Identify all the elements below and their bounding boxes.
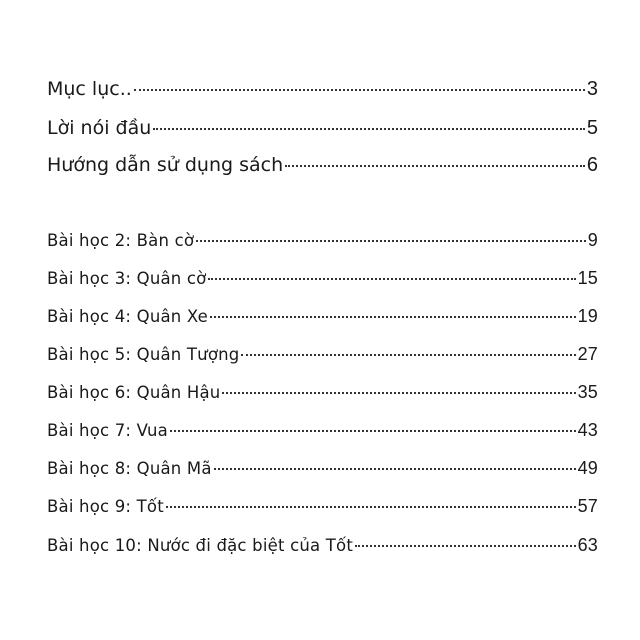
toc-entry-page: 3 <box>586 78 598 100</box>
toc-entry-title: Bài học 6: Quân Hậu <box>47 382 221 402</box>
dot-leader <box>166 495 576 512</box>
toc-entry-page: 27 <box>577 343 598 364</box>
toc-entry-page: 35 <box>577 381 598 402</box>
dot-leader <box>285 152 585 171</box>
dot-leader <box>134 76 585 95</box>
toc-entry-title: Bài học 8: Quân Mã <box>47 458 212 478</box>
toc-entry-title: Bài học 3: Quân cờ <box>47 268 207 288</box>
toc-entry <box>47 305 598 327</box>
dot-leader <box>208 267 575 284</box>
toc-entry-title: Bài học 4: Quân Xe <box>47 306 209 326</box>
toc-entry-title: Bài học 10: Nước đi đặc biệt của Tốt <box>47 535 353 555</box>
toc-entry <box>47 495 598 517</box>
dot-leader <box>241 343 575 360</box>
toc-entry <box>47 229 598 251</box>
toc-entry-page: 57 <box>577 495 598 516</box>
toc-entry <box>47 76 598 101</box>
toc-entry <box>47 267 598 289</box>
toc-entry-page: 49 <box>577 457 598 478</box>
dot-leader <box>153 115 585 134</box>
toc-entry-page: 19 <box>577 305 598 326</box>
toc-entry <box>47 381 598 403</box>
toc-entry-page: 6 <box>586 154 598 176</box>
toc-entry-title: Bài học 7: Vua <box>47 420 168 440</box>
toc-entry <box>47 419 598 441</box>
toc-entry-page: 15 <box>577 267 598 288</box>
toc-entry <box>47 534 598 556</box>
toc-entry-page: 9 <box>587 229 598 250</box>
toc-entry-page: 5 <box>586 117 598 139</box>
dot-leader <box>355 534 576 551</box>
toc-entry <box>47 115 598 140</box>
toc-entry-page: 43 <box>577 419 598 440</box>
toc-entry <box>47 152 598 177</box>
dot-leader <box>210 305 576 322</box>
toc-entry-title: Hướng dẫn sử dụng sách <box>47 154 284 176</box>
toc-entry <box>47 343 598 365</box>
toc-entry <box>47 457 598 479</box>
dot-leader <box>222 381 575 398</box>
toc-entry-page: 63 <box>577 534 598 555</box>
toc-entry-title: Lời nói đầu <box>47 117 152 139</box>
toc-entry-title: Bài học 9: Tốt <box>47 496 164 516</box>
dot-leader <box>214 457 576 474</box>
toc-entry-title: Bài học 5: Quân Tượng <box>47 344 240 364</box>
toc-entry-title: Mục lục.. <box>47 78 132 100</box>
dot-leader <box>196 229 586 246</box>
dot-leader <box>170 419 576 436</box>
toc-entry-title: Bài học 2: Bàn cờ <box>47 230 195 250</box>
